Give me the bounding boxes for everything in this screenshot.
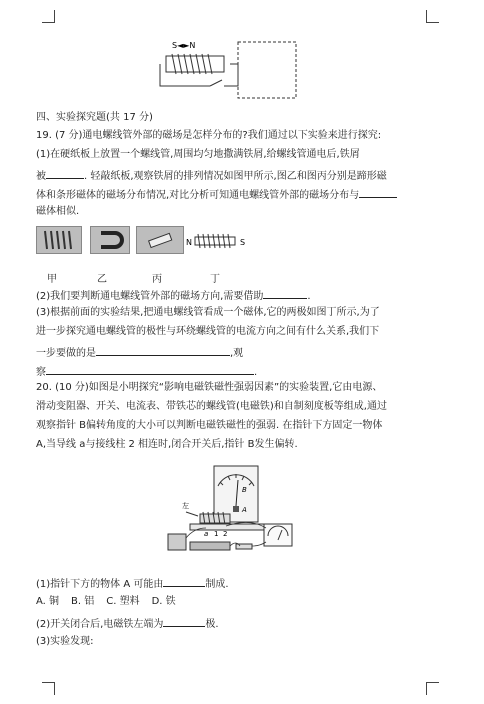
q19-text: . bbox=[254, 367, 258, 378]
q20-part-2 bbox=[36, 616, 219, 631]
crop-mark-bottom-right bbox=[426, 682, 439, 695]
electromagnet-apparatus-figure bbox=[160, 462, 310, 558]
caption-ding: 丁 bbox=[210, 274, 220, 285]
q19-line-2: (1)在硬纸板上放置一个螺线管,周围均匀地撒满铁屑,给螺线管通电后,铁屑 bbox=[36, 149, 360, 160]
horseshoe-magnet-icon bbox=[91, 227, 129, 253]
q20-part-3: (3)实验发现: bbox=[36, 636, 94, 647]
q19-line-5: 磁体相似. bbox=[36, 206, 80, 217]
option-d[interactable]: D. 铁 bbox=[151, 596, 176, 607]
q20-line-3: 观察指针 B偏转角度的大小可以判断电磁铁磁性的强弱. 在指针下方固定一物体 bbox=[36, 420, 383, 431]
q19-text: 察 bbox=[36, 367, 46, 378]
bar-magnet-icon bbox=[137, 227, 183, 253]
terminal-label-2: 2 bbox=[223, 530, 228, 538]
caption-yi: 乙 bbox=[97, 274, 107, 285]
caption-bing: 丙 bbox=[152, 274, 162, 285]
caption-jia: 甲 bbox=[47, 274, 57, 285]
answer-blank[interactable] bbox=[46, 168, 84, 179]
south-pole-label: S bbox=[240, 238, 246, 247]
q20-line-4: A,当导线 a与接线柱 2 相连时,闭合开关后,指针 B发生偏转. bbox=[36, 439, 298, 450]
rheostat-icon bbox=[190, 542, 230, 550]
answer-blank[interactable] bbox=[96, 345, 230, 356]
q19-part-2 bbox=[36, 288, 311, 303]
battery-icon bbox=[168, 534, 186, 550]
q19-part-3-line-3 bbox=[36, 345, 243, 360]
q19-part-3-line-1: (3)根据前面的实验结果,把通电螺线管看成一个磁体,它的两极如图丁所示,为了 bbox=[36, 307, 380, 318]
q19-part-3-line-2: 进一步探究通电螺线管的极性与环绕螺线管的电流方向之间有什么关系,我们下 bbox=[36, 326, 380, 337]
option-c[interactable]: C. 塑料 bbox=[106, 596, 140, 607]
compass-label: S◄►N bbox=[172, 41, 196, 50]
solenoid-circuit-figure bbox=[150, 36, 300, 102]
answer-blank[interactable] bbox=[163, 616, 205, 627]
q19-text: ,观 bbox=[230, 348, 244, 359]
q19-line-1: 19. (7 分)通电螺线管外部的磁场是怎样分布的?我们通过以下实验来进行探究: bbox=[36, 130, 382, 141]
left-label: 左 bbox=[182, 502, 189, 510]
pointer-label-b: B bbox=[242, 486, 247, 494]
solenoid-icon bbox=[37, 227, 81, 253]
photo-bing-bar-magnet bbox=[136, 226, 184, 254]
q20-line-2: 滑动变阻器、开关、电流表、带铁芯的螺线管(电磁铁)和自制刻度板等组成,通过 bbox=[36, 401, 387, 412]
answer-blank[interactable] bbox=[46, 364, 254, 375]
q20-text: (2)开关闭合后,电磁铁左端为 bbox=[36, 619, 164, 630]
q19-text: 一步要做的是 bbox=[36, 348, 96, 359]
north-pole-label: N bbox=[186, 238, 192, 247]
wire-label-a: a bbox=[204, 530, 209, 538]
q20-text: 制成. bbox=[205, 579, 229, 590]
answer-blank[interactable] bbox=[163, 576, 205, 587]
q19-line-4 bbox=[36, 187, 397, 202]
iron-piece-a bbox=[233, 506, 239, 512]
q20-line-1: 20. (10 分)如图是小明探究“影响电磁铁磁性强弱因素”的实验装置,它由电源、 bbox=[36, 382, 383, 393]
q19-text: . 轻敲纸板,观察铁屑的排列情况如图甲所示,图乙和图丙分别是蹄形磁 bbox=[84, 171, 387, 182]
crop-mark-bottom-left bbox=[42, 682, 55, 695]
crop-mark-top-left bbox=[42, 10, 55, 23]
q20-part-1 bbox=[36, 576, 229, 591]
q19-text: 被 bbox=[36, 171, 46, 182]
q19-text: 体和条形磁体的磁场分布情况,对比分析可知通电螺线管外部的磁场分布与 bbox=[36, 190, 360, 201]
q20-text: 极. bbox=[205, 619, 219, 630]
terminal-label-1: 1 bbox=[214, 530, 219, 538]
photo-jia-solenoid-filings bbox=[36, 226, 82, 254]
figure-ding-solenoid bbox=[186, 230, 248, 252]
photo-yi-horseshoe-magnet bbox=[90, 226, 130, 254]
q20-options bbox=[36, 596, 176, 608]
q19-part-3-line-4 bbox=[36, 364, 257, 379]
option-b[interactable]: B. 铝 bbox=[71, 596, 95, 607]
q19-line-3 bbox=[36, 168, 387, 183]
q19-text: . bbox=[307, 291, 311, 302]
switch-icon bbox=[236, 544, 252, 549]
answer-blank[interactable] bbox=[359, 187, 397, 198]
q20-text: (1)指针下方的物体 A 可能由 bbox=[36, 579, 164, 590]
object-label-a: A bbox=[242, 506, 247, 514]
crop-mark-top-right bbox=[426, 10, 439, 23]
q19-text: (2)我们要判断通电螺线管外部的磁场方向,需要借助 bbox=[36, 291, 264, 302]
section-title: 四、实验探究题(共 17 分) bbox=[36, 112, 153, 123]
answer-blank[interactable] bbox=[263, 288, 307, 299]
option-a[interactable]: A. 铜 bbox=[36, 596, 60, 607]
